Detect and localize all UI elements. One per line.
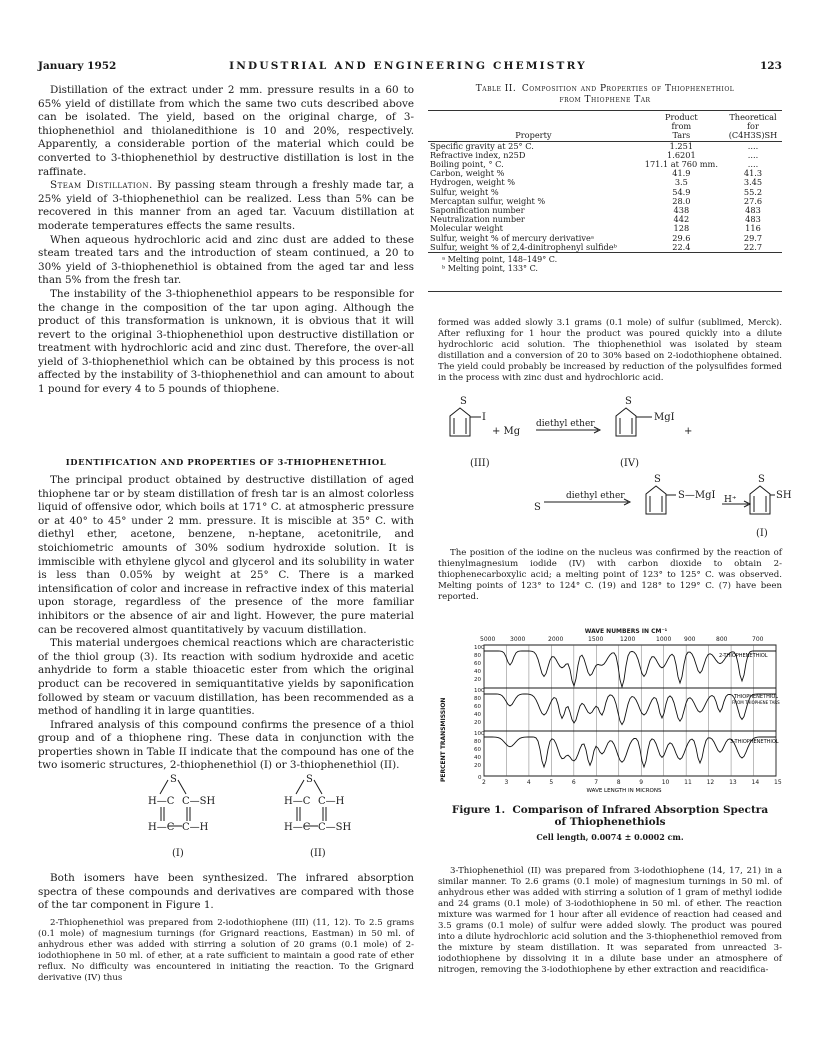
table-cell-product: 1.6201 [667, 149, 696, 160]
y-tick-label: 100 [474, 688, 485, 694]
table-cell-property: Mercaptan sulfur, weight % [430, 195, 546, 206]
rx-solvent-1: diethyl ether [536, 419, 595, 429]
table-cell-product: 442 [673, 214, 690, 225]
figure-cell-length: Cell length, 0.0074 ± 0.0002 cm. [536, 832, 684, 842]
table-title-label: Table II. [475, 84, 517, 94]
rx-solvent-2: diethyl ether [566, 491, 625, 501]
y-tick-label: 20 [474, 677, 481, 683]
y-tick-label: 20 [474, 763, 481, 769]
table-cell-theoretical: .... [747, 149, 759, 160]
table-cell-property: Boiling point, ° C. [430, 159, 504, 170]
table-header-property: Property [515, 130, 552, 141]
x-tick-label: 4 [526, 779, 531, 786]
table-cell-theoretical: .... [747, 159, 759, 170]
spectrum-trace [484, 694, 779, 725]
y-tick-label: 100 [474, 731, 485, 737]
paragraph: formed was added slowly 3.1 grams (0.1 mole) of sulfur (sublimed, Merck). After refluxing for 1 hour the product was poured quickly into a dilute hydrochloric acid solution. The thiophenethiol was isolated by steam distillation and a conversion of 20 to 30% based on 2-iodothiophene obtained. The yield could probably be increased by reduction of the polysulfides formed in the process with zinc dust and hydrochloric acid. [438, 318, 782, 383]
struct-ch-2: C—H [318, 796, 345, 807]
table-cell-theoretical: 483 [745, 205, 761, 216]
panel-label-2-thiophenethiol: 2-THIOPHENETHIOL [719, 653, 768, 659]
x-tick-label: 5 [549, 779, 554, 786]
table-cell-theoretical: 29.7 [743, 232, 763, 243]
wavenumber-tick: 800 [716, 636, 728, 643]
header-page: 123 [760, 60, 782, 72]
table-cell-property: Hydrogen, weight % [430, 177, 516, 188]
paragraph: When aqueous hydrochloric acid and zinc dust are added to these steam treated tars and the introduction of steam continued, a 20 to 30% yield of 3-thiophenethiol is obtained from the aged tar and less than 5% from the fresh tar. [38, 233, 414, 287]
rx-s-2: S [625, 396, 632, 407]
y-tick-label: 80 [474, 653, 481, 659]
table-header-theoretical: Theoretical [729, 112, 777, 122]
y-tick-label: 60 [474, 747, 481, 753]
table-footnote-b: ᵇ Melting point, 133° C. [442, 264, 538, 274]
wavenumber-tick: 1000 [656, 636, 672, 643]
table-cell-property: Refractive index, n25D [430, 149, 526, 160]
table-cell-product: 28.0 [672, 195, 691, 206]
rx-sh: SH [776, 490, 792, 501]
table-cell-theoretical: 3.45 [743, 177, 763, 188]
y-tick-label: 40 [474, 669, 481, 675]
paragraph: Distillation of the extract under 2 mm. pressure results in a 60 to 65% yield of distillate from which the same two cuts described above can be isolated. The yield, based on the original charge, of 3-thiophenethiol and thiolanedithione is 10 and 20%, respectively. Apparently, a considerable portion of the material which could be converted to 3-thiophenethiol by destructive distillation is lost in the raffinate. [38, 84, 414, 178]
table-cell-product: 1.251 [669, 140, 694, 151]
table-cell-theoretical: .... [747, 140, 759, 151]
header-journal: INDUSTRIAL AND ENGINEERING CHEMISTRY [229, 60, 587, 72]
x-tick-label: 10 [661, 779, 670, 786]
struct-hc-1: H—C [148, 796, 175, 807]
paragraph: The position of the iodine on the nucleus was confirmed by the reaction of thienylmagnesium iodide (IV) with carbon dioxide to obtain 2-thiophenecarboxylic acid; a melting point of 123° to 125° C. was observed. Melting points of 123° to 124° C. (19) and 128° to 129° C. (7) have been reported. [438, 548, 782, 602]
rx-label-3: (III) [470, 458, 490, 469]
table-cell-product: 171.1 at 760 mm. [644, 159, 718, 170]
wavenumber-tick: 2000 [548, 636, 564, 643]
section-heading: IDENTIFICATION AND PROPERTIES OF 3-THIOPHENETHIOL [65, 457, 387, 467]
figure-caption: Figure 1. Comparison of Infrared Absorption Spectra of Thiophenethiols [451, 804, 769, 828]
left-column-mid [38, 474, 414, 773]
table-footnote-a: ᵃ Melting point, 148–149° C. [442, 255, 558, 265]
rx-mgi: MgI [654, 412, 675, 423]
x-tick-label: 11 [684, 779, 692, 786]
table-title-2: from Thiophene Tar [559, 95, 651, 105]
x-tick-label: 3 [504, 779, 509, 786]
right-column-mid [438, 548, 782, 603]
struct-ch-1: C—H [182, 822, 209, 833]
y-tick-label: 60 [474, 661, 481, 667]
rx-s-reagent: S [534, 502, 541, 513]
y-tick-label: 40 [474, 712, 481, 718]
x-tick-label: 12 [706, 779, 715, 786]
x-tick-label: 13 [729, 779, 737, 786]
rx-plus-mg: + Mg [492, 426, 521, 437]
paragraph: 3-Thiophenethiol (II) was prepared from 3-iodothiophene (14, 17, 21) in a similar manner. To 2.6 grams (0.1 mole) of magnesium turnings in 50 ml. of anhydrous ether was added with stirring a solution of 1 gram of methyl iodide and 24 grams (0.1 mole) of 3-iodothiophene in 50 ml. of ether. The reaction mixture was warmed for 1 hour after all evidence of reaction had ceased and 3.5 grams (0.1 mole) of sulfur were added slowly. The product was poured into a dilute hydrochloric acid solution and the 3-thiophenethiol removed from the mixture by steam distillation. It was separated from unreacted 3-iodothiophene by dissolving it in a dilute base under an atmosphere of nitrogen, removing the 3-iodothiophene by ether extraction and reacidifica- [438, 866, 782, 975]
table-cell-property: Sulfur, weight % of 2,4-dinitrophenyl sulfideᵇ [430, 241, 617, 252]
y-tick-label: 20 [474, 720, 481, 726]
structure-diagram [120, 770, 400, 862]
paragraph: Infrared analysis of this compound confirms the presence of a thiol group and of a thiophene ring. These data in conjunction with the properties shown in Table II indicate that the compound has one of the two isomeric structures, 2-thiophenethiol (I) or 3-thiophenethiol (II). [38, 718, 414, 772]
table-cell-theoretical: 27.6 [743, 195, 763, 206]
paragraph: The instability of the 3-thiophenethiol appears to be responsible for the change in the composition of the tar upon aging. Although the product of this transformation is unknown, it is obvious that it will revert to the original 3-thiophenethiol upon destructive distillation or treatment with hydrochloric acid and zinc dust. Therefore, the over-all yield of 3-thiophenethiol which can be obtained by this process is not affected by the instability of 3-thiophenethiol and can amount to about 1 pound for every 4 to 5 pounds of thiophene. [38, 287, 414, 396]
struct-label-1: (I) [172, 848, 184, 859]
rx-hplus: H⁺ [724, 495, 737, 505]
wavenumber-tick: 5000 [480, 636, 496, 643]
right-column-bottom [438, 866, 782, 976]
x-axis-label: WAVE LENGTH IN MICRONS [586, 788, 662, 794]
table-cell-property: Carbon, weight % [430, 168, 505, 179]
left-column-lower [38, 872, 414, 913]
struct-label-2: (II) [310, 848, 326, 859]
paragraph: Both isomers have been synthesized. The infrared absorption spectra of these compounds and derivatives are compared with those of the tar component in Figure 1. [38, 872, 414, 912]
wavenumber-tick: 700 [752, 636, 764, 643]
paragraph: The principal product obtained by destructive distillation of aged thiophene tar or by steam distillation of fresh tar is an almost colorless liquid of offensive odor, which boils at 171° C. at atmospheric pressure or at 40° to 45° under 2 mm. pressure. It is miscible at 35° C. with diethyl ether, acetone, benzene, n-heptane, acetonitrile, and stoichiometric amounts of 30% sodium hydroxide solution. It is immiscible with ethylene glycol and glycerol and its solubility in water is less than 0.05% by weight at 25° C. There is a marked intensification of color and increase in refractive index of this material upon storage, regardless of the presence of the more familiar inhibitors or the absence of air and light. However, the pure material can be recovered almost quantitatively by vacuum distillation. [38, 474, 414, 636]
x-tick-label: 8 [616, 779, 621, 786]
table-cell-property: Neutralization number [430, 214, 525, 225]
x-tick-label: 2 [482, 779, 486, 786]
struct-hc-1b: H—C [148, 822, 175, 833]
table-cell-property: Specific gravity at 25° C. [430, 140, 534, 151]
struct-s-2: S [306, 774, 313, 785]
panel-label-3-thiophenethiol: 3-THIOPHENETHIOL [730, 739, 779, 745]
wavenumber-tick: 1500 [588, 636, 604, 643]
x-tick-label: 9 [639, 779, 644, 786]
y-tick-label: 60 [474, 704, 481, 710]
left-column-top [38, 84, 414, 397]
table-cell-property: Sulfur, weight % [430, 186, 499, 197]
rx-plus: + [684, 426, 693, 437]
table-cell-product: 54.9 [672, 186, 691, 197]
panel-label-tar: THIOPHENETHIOL [734, 694, 779, 700]
y-axis-label: PERCENT TRANSMISSION [440, 697, 447, 782]
table-cell-product: 41.9 [672, 168, 691, 179]
x-tick-label: 14 [751, 779, 760, 786]
x-tick-label: 7 [594, 779, 599, 786]
rx-s-4: S [758, 474, 765, 485]
table-cell-property: Molecular weight [430, 223, 503, 234]
table-cell-theoretical: 41.3 [743, 168, 763, 179]
struct-hc-2b: H—C [284, 822, 311, 833]
rx-s-1: S [460, 396, 467, 407]
paragraph: This material undergoes chemical reactions which are characteristic of the thiol group (3). Its reaction with sodium hydroxide and acetic anhydride to form a stable thioacetic ester from which the original product can be recovered in semiquantitative yields by saponification followed by steam or vacuum distillation, has been recommended as a method of handling it in large quantities. [38, 637, 414, 718]
paragraph: 2-Thiophenethiol was prepared from 2-iodothiophene (III) (11, 12). To 2.5 grams (0.1 mole) of magnesium turnings (for Grignard reactions, Eastman) in 50 ml. of anhydrous ether was added with stirring a solution of 20 grams (0.1 mole) of 2-iodothiophene in 50 ml. of ether, at a rate sufficient to maintain a good rate of ether reflux. No difficulty was encountered in initiating the reaction. To the Grignard derivative (IV) thus [38, 918, 414, 983]
table-cell-theoretical: 55.2 [743, 186, 763, 197]
rx-label-4: (IV) [620, 458, 639, 469]
table-cell-product: 3.5 [674, 177, 688, 188]
y-tick-label: 40 [474, 755, 481, 761]
table-cell-product: 438 [673, 205, 690, 216]
struct-s-1: S [170, 774, 177, 785]
run-in-heading: Steam Distillation. [50, 179, 153, 192]
table-cell-theoretical: 22.7 [743, 241, 763, 252]
table-cell-theoretical: 483 [745, 214, 761, 225]
y-tick-label: 80 [474, 696, 481, 702]
rx-label-1: (I) [756, 528, 768, 539]
rx-i: I [482, 412, 486, 423]
y-tick-zero: 0 [478, 775, 482, 781]
table-cell-product: 22.4 [672, 241, 691, 252]
wavenumber-tick: 1200 [620, 636, 636, 643]
y-tick-label: 80 [474, 739, 481, 745]
table-title: Composition and Properties of Thiophenethiol [521, 84, 735, 94]
table-row [428, 243, 782, 252]
right-column-top [438, 318, 782, 384]
left-column-bottom [38, 918, 414, 984]
table-cell-product: 128 [673, 223, 690, 234]
struct-csh-2: C—SH [318, 822, 352, 833]
rx-smgi: S—MgI [678, 490, 716, 501]
x-tick-label: 15 [774, 779, 782, 786]
table-cell-property: Sulfur, weight % of mercury derivativeᵃ [430, 232, 595, 243]
table-header-product: Product [664, 112, 698, 122]
table-cell-theoretical: 116 [745, 223, 761, 234]
properties-table: Property Product from Tars Theoretical for (C4H3S)SH Specific gravity at 25° C. 1.251 .... Refractive index, n25D 1.6201 .... Boiling point, ° C. 171.1 at 760 mm. .... Carbon, weight % 41.9 41.3 Hydrogen, weight % 3.5 3.45 Sulfur, weight % 54.9 55.2 Mercaptan sulfur, weight % 28.0 27.6 Saponification number 438 483 Neutralization number 442 483 Molecular weight 128 116 Sulfur, weight % of mercury derivativeᵃ 29.6 29.7 Sulfur, weight % of 2,4-dinitrophenyl sulfideᵇ 22.4 22.7 [428, 110, 782, 252]
table-cell-product: 29.6 [672, 232, 691, 243]
infrared-spectra-chart [474, 645, 780, 795]
table-ii [428, 84, 782, 292]
y-tick-label: 100 [474, 645, 485, 651]
wavenumber-tick: 3000 [510, 636, 526, 643]
rx-s-3: S [654, 474, 661, 485]
paragraph-steam: Steam Distillation. By passing steam through a freshly made tar, a 25% yield of 3-thiophenethiol can be realized. Less than 5% can be recovered in this manner from an aged tar. Vacuum distillation at moderate temperatures effects the same results. [38, 179, 414, 232]
header-date: January 1952 [38, 60, 117, 72]
struct-hc-2: H—C [284, 796, 311, 807]
table-cell-property: Saponification number [430, 205, 525, 216]
figure-top-axis-label: WAVE NUMBERS IN CM⁻¹ [584, 628, 668, 635]
x-tick-label: 6 [571, 779, 576, 786]
wavenumber-tick: 900 [684, 636, 696, 643]
reaction-scheme [438, 390, 792, 540]
panel-label-tar-sub: FROM THIOPHENE TARS [732, 700, 780, 705]
struct-csh-1: C—SH [182, 796, 216, 807]
